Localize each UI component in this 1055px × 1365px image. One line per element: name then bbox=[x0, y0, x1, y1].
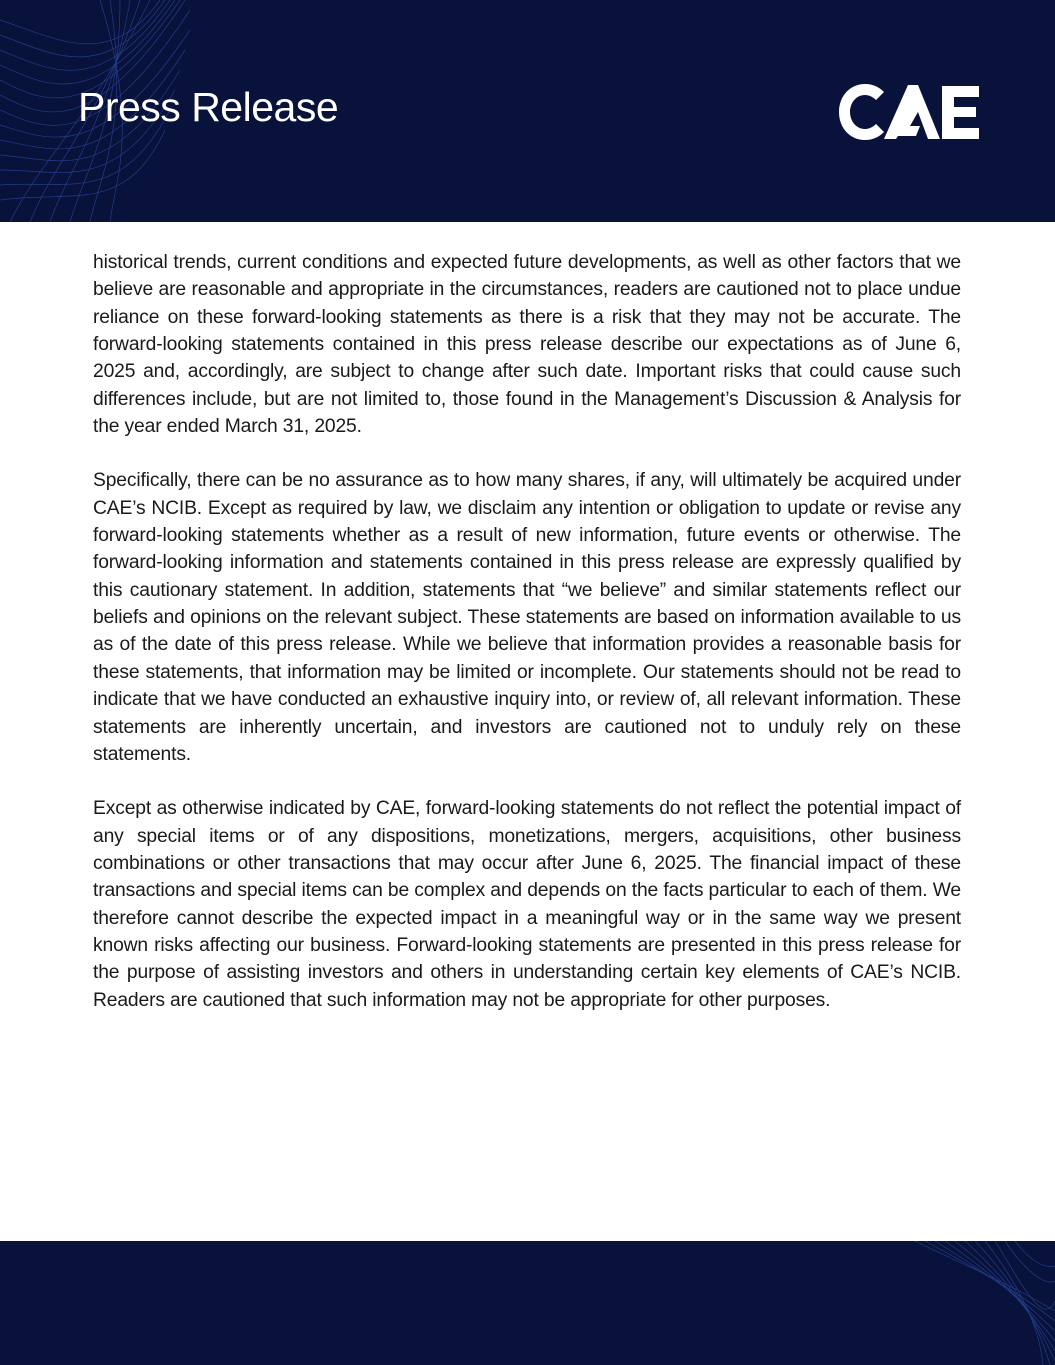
decorative-wave-pattern-icon bbox=[915, 1241, 1055, 1365]
page-footer bbox=[0, 1241, 1055, 1365]
body-paragraph: historical trends, current conditions and expected future developments, as well as other factors that we believe are reasonable and appropriate in the circumstances, readers are cautioned not to place undue reliance on these forward-looking statements as there is a risk that they may not be accurate. The forward-looking statements contained in this press release describe our expectations as of June 6, 2025 and, accordingly, are subject to change after such date. Important risks that could cause such differences include, but are not limited to, those found in the Management’s Discussion & Analysis for the year ended March 31, 2025. bbox=[93, 252, 961, 438]
cae-logo bbox=[838, 84, 982, 140]
body-paragraph: Specifically, there can be no assurance as to how many shares, if any, will ultimately be acquired under CAE’s NCIB. Except as required by law, we disclaim any intention or obligation to update or revise any forward-looking statements whether as a result of new information, future events or otherwise. The forward-looking information and statements contained in this press release are expressly qualified by this cautionary statement. In addition, statements that “we believe” and similar statements reflect our beliefs and opinions on the relevant subject. These statements are based on information available to us as of the date of this press release. While we believe that information provides a reasonable basis for these statements, that information may be limited or incomplete. Our statements should not be read to indicate that we have conducted an exhaustive inquiry into, or review of, all relevant information. These statements are inherently uncertain, and investors are cautioned not to unduly rely on these statements. bbox=[93, 470, 961, 765]
page-title: Press Release bbox=[78, 84, 339, 130]
page-header bbox=[0, 0, 1055, 222]
body-paragraph: Except as otherwise indicated by CAE, forward-looking statements do not reflect the potential impact of any special items or of any dispositions, monetizations, mergers, acquisitions, other business combinations or other transactions that may occur after June 6, 2025. The financial impact of these transactions and special items can be complex and depends on the facts particular to each of them. We therefore cannot describe the expected impact in a meaningful way or in the same way we present known risks affecting our business. Forward-looking statements are presented in this press release for the purpose of assisting investors and others in understanding certain key elements of CAE’s NCIB. Readers are cautioned that such information may not be appropriate for other purposes. bbox=[93, 798, 961, 1011]
document-body bbox=[93, 249, 961, 1041]
cae-logo-icon bbox=[838, 84, 982, 140]
